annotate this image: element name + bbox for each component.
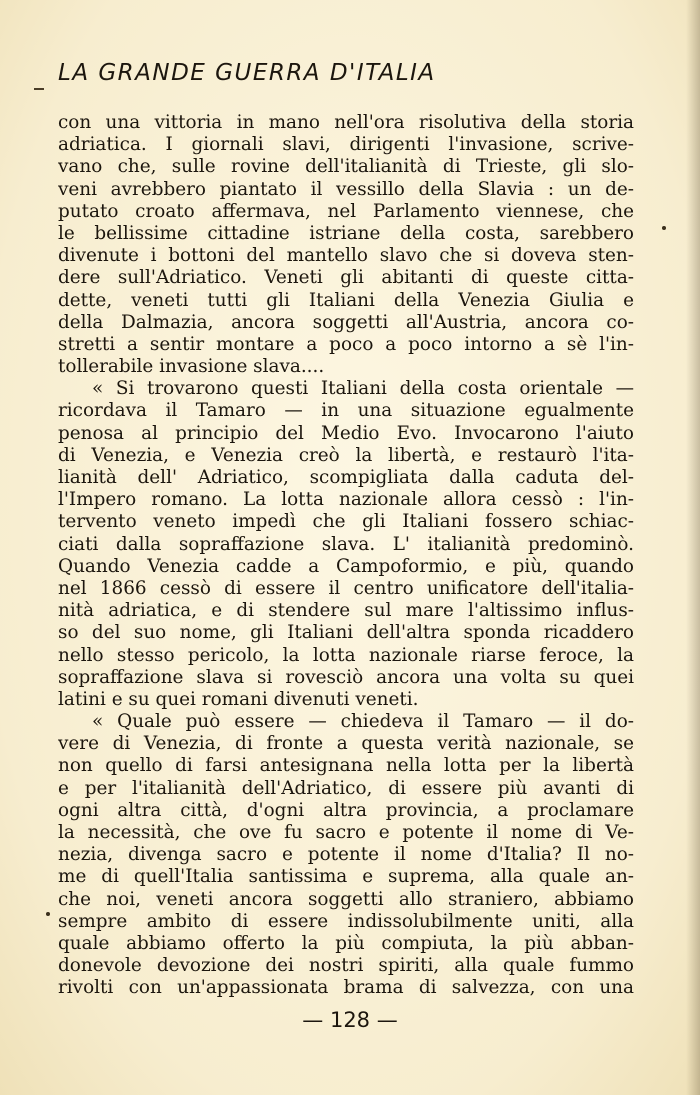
text-line: con una vittoria in mano nell'ora risolutiva della storia [58, 112, 634, 133]
text-line: ogni altra città, d'ogni altra provincia, a proclamare [58, 799, 634, 821]
page-number: — 128 — [302, 1008, 398, 1032]
text-line: vano che, sulle rovine dell'italianità di Trieste, gli slo- [58, 156, 634, 178]
text-line: della Dalmazia, ancora soggetti all'Austria, ancora co- [58, 311, 634, 333]
text-line: veni avrebbero piantato il vessillo della Slavia : un de- [58, 178, 634, 200]
text-line: che noi, veneti ancora soggetti allo straniero, abbiamo [58, 888, 634, 910]
text-line: dere sull'Adriatico. Veneti gli abitanti di queste citta- [58, 267, 634, 289]
text-line: stretti a sentir montare a poco a poco intorno a sè l'in- [58, 333, 634, 355]
text-line: ricordava il Tamaro — in una situazione egualmente [58, 400, 634, 422]
text-line: so del suo nome, gli Italiani dell'altra sponda ricaddero [58, 622, 634, 644]
text-line: nezia, divenga sacro e potente il nome d'Italia? Il no- [58, 844, 634, 866]
text-line: lianità dell' Adriatico, scompigliata dalla caduta del- [58, 467, 634, 488]
margin-dash [34, 88, 44, 90]
text-line: ciati dalla sopraffazione slava. L' italianità predominò. [58, 533, 634, 555]
text-line: donevole devozione dei nostri spiriti, alla quale fummo [58, 955, 634, 977]
text-line: sopraffazione slava si rovesciò ancora una volta su quei [58, 666, 634, 688]
text-line: tollerabile invasione slava.... [58, 356, 325, 378]
text-line: tervento veneto impedì che gli Italiani fossero schiac- [58, 511, 634, 533]
text-line: la necessità, che ove fu sacro e potente il nome di Ve- [58, 822, 634, 843]
margin-mark [662, 226, 666, 230]
text-line: di Venezia, e Venezia creò la libertà, e restaurò l'ita- [58, 444, 634, 466]
text-line: e per l'italianità dell'Adriatico, di essere più avanti di [58, 777, 634, 799]
text-line: me di quell'Italia santissima e suprema, alla quale an- [58, 866, 634, 888]
text-line: vere di Venezia, di fronte a questa verità nazionale, se [58, 733, 634, 755]
text-line: nità adriatica, e di stendere sul mare l'altissimo influs- [58, 600, 634, 622]
body-text [58, 112, 634, 1000]
text-line: latini e su quei romani divenuti veneti. [58, 688, 419, 710]
running-head: LA GRANDE GUERRA D'ITALIA [58, 60, 436, 86]
text-line: le bellissime cittadine istriane della costa, sarebbero [58, 222, 634, 244]
text-line: « Quale può essere — chiedeva il Tamaro — il do- [92, 711, 634, 733]
text-line: adriatica. I giornali slavi, dirigenti l'invasione, scrive- [58, 134, 634, 156]
text-line: dette, veneti tutti gli Italiani della Venezia Giulia e [58, 289, 634, 311]
text-line: l'Impero romano. La lotta nazionale allora cessò : l'in- [58, 489, 634, 511]
text-line: putato croato affermava, nel Parlamento viennese, che [58, 200, 634, 222]
text-line: « Si trovarono questi Italiani della costa orientale — [92, 378, 634, 400]
margin-mark [46, 912, 50, 916]
page-edge-shadow [686, 0, 700, 1095]
text-line: nello stesso pericolo, la lotta nazionale riarse feroce, la [58, 644, 634, 666]
text-line: penosa al principio del Medio Evo. Invocarono l'aiuto [58, 422, 634, 444]
text-line: non quello di farsi antesignana nella lotta per la libertà [58, 755, 634, 777]
text-line: divenute i bottoni del mantello slavo che si doveva sten- [58, 245, 634, 267]
text-line: nel 1866 cessò di essere il centro unificatore dell'italia- [58, 577, 634, 599]
text-line: rivolti con un'appassionata brama di salvezza, con una [58, 977, 634, 999]
text-line: sempre ambito di essere indissolubilmente uniti, alla [58, 910, 634, 932]
text-line: Quando Venezia cadde a Campoformio, e più, quando [58, 555, 634, 577]
text-line: quale abbiamo offerto la più compiuta, la più abban- [58, 932, 634, 954]
